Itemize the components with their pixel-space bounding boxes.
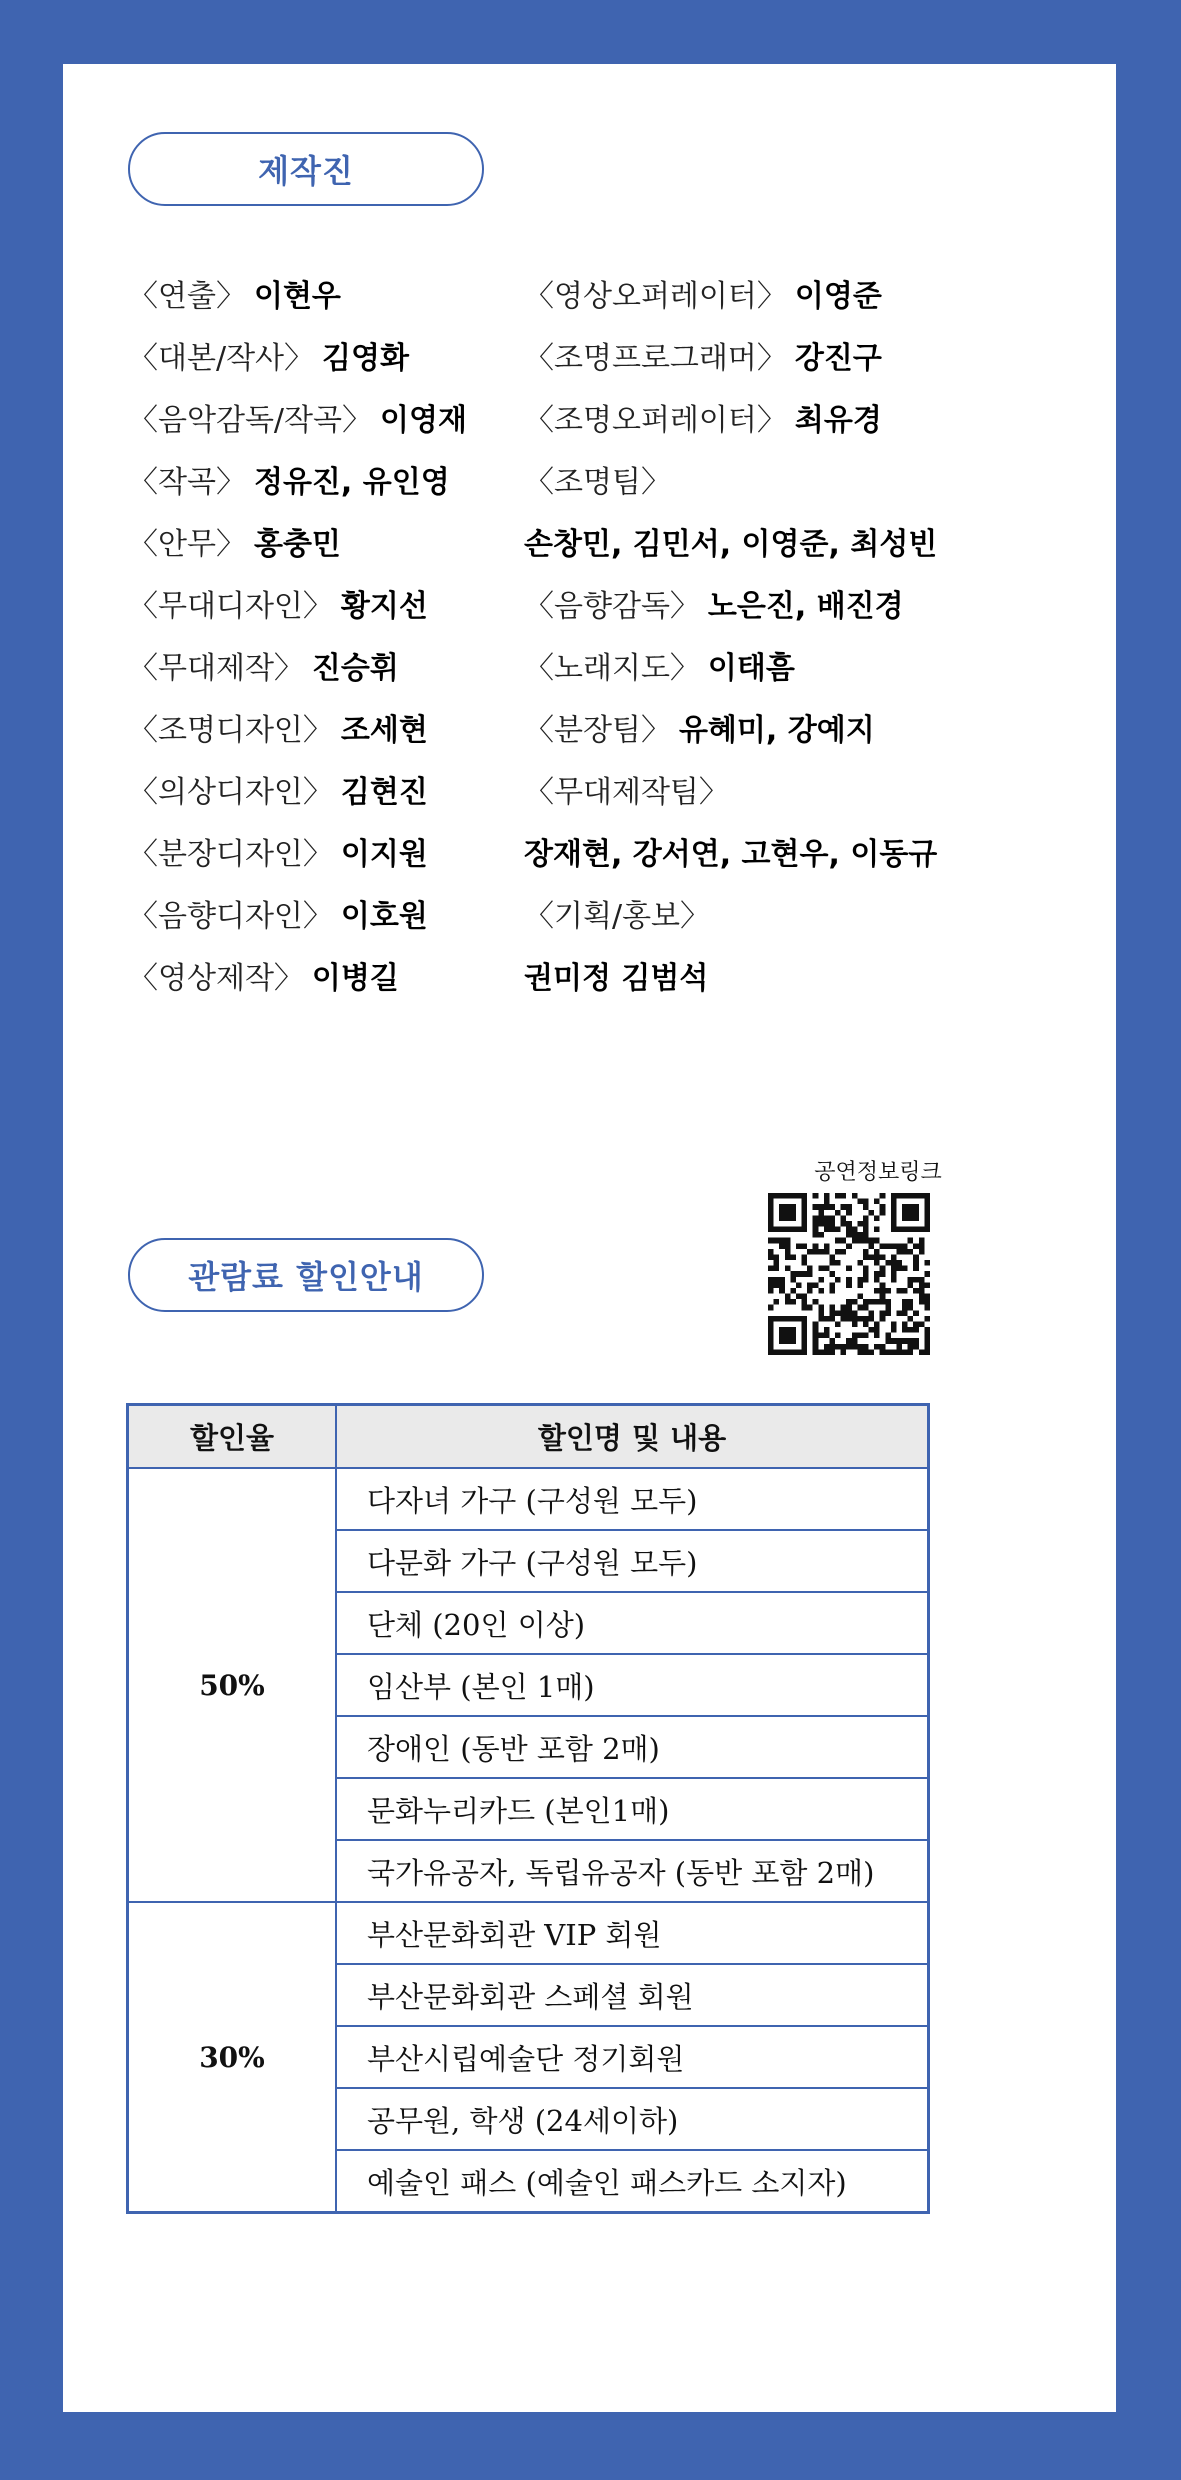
table-row <box>128 1902 929 1964</box>
credit-names: 유혜미, 강예지 <box>678 713 875 748</box>
credit-role: 〈영상제작〉 <box>128 961 304 996</box>
credit-names: 노은진, 배진경 <box>707 589 904 624</box>
credit-names: 이지원 <box>340 837 428 872</box>
credit-line <box>524 638 1004 700</box>
credit-line <box>128 514 508 576</box>
discount-item: 부산문화회관 VIP 회원 <box>336 1902 929 1964</box>
discount-item: 부산문화회관 스페셜 회원 <box>336 1964 929 2026</box>
discount-item: 문화누리카드 (본인1매) <box>336 1778 929 1840</box>
credit-line <box>128 762 508 824</box>
discount-item: 다자녀 가구 (구성원 모두) <box>336 1468 929 1530</box>
credit-line <box>524 576 1004 638</box>
discount-rate: 50% <box>128 1468 337 1902</box>
credit-role: 〈의상디자인〉 <box>128 775 333 810</box>
credits-left-column <box>128 266 508 1010</box>
credit-role: 〈분장디자인〉 <box>128 837 333 872</box>
credit-role: 〈작곡〉 <box>128 465 246 500</box>
discount-item: 장애인 (동반 포함 2매) <box>336 1716 929 1778</box>
credit-names: 장재현, 강서연, 고현우, 이동규 <box>524 837 938 872</box>
table-header-row <box>128 1405 929 1469</box>
credit-role: 〈음향감독〉 <box>524 589 700 624</box>
staff-section-title: 제작진 <box>128 132 484 206</box>
credit-line <box>128 452 508 514</box>
discount-item: 부산시립예술단 정기회원 <box>336 2026 929 2088</box>
header-description: 할인명 및 내용 <box>336 1405 929 1469</box>
credit-line <box>524 700 1004 762</box>
credit-role: 〈음악감독/작곡〉 <box>128 403 372 438</box>
credit-role: 〈조명프로그래머〉 <box>524 341 787 376</box>
credits-right-column <box>524 266 1004 1010</box>
credit-line <box>524 266 1004 328</box>
credit-role: 〈연출〉 <box>128 279 246 314</box>
credit-names: 황지선 <box>340 589 428 624</box>
credit-line <box>128 328 508 390</box>
credit-line <box>524 514 1004 576</box>
credit-names: 홍충민 <box>253 527 341 562</box>
credit-line <box>524 824 1004 886</box>
discount-table <box>126 1403 930 2214</box>
credit-role: 〈안무〉 <box>128 527 246 562</box>
credit-line <box>524 886 1004 948</box>
qr-code-icon[interactable] <box>768 1193 930 1355</box>
credit-role: 〈조명팀〉 <box>524 465 671 500</box>
discount-item: 공무원, 학생 (24세이하) <box>336 2088 929 2150</box>
credit-line <box>128 638 508 700</box>
credit-line <box>524 390 1004 452</box>
credit-role: 〈조명오퍼레이터〉 <box>524 403 787 438</box>
credit-names: 이현우 <box>253 279 341 314</box>
credit-line <box>524 762 1004 824</box>
credit-names: 권미정 김범석 <box>524 961 709 996</box>
credit-role: 〈음향디자인〉 <box>128 899 333 934</box>
credit-role: 〈조명디자인〉 <box>128 713 333 748</box>
credit-role: 〈영상오퍼레이터〉 <box>524 279 787 314</box>
credit-line <box>128 824 508 886</box>
discount-section-title: 관람료 할인안내 <box>128 1238 484 1312</box>
credit-line <box>128 886 508 948</box>
credit-role: 〈기획/홍보〉 <box>524 899 711 934</box>
discount-item: 단체 (20인 이상) <box>336 1592 929 1654</box>
credit-line <box>128 700 508 762</box>
credit-line <box>128 576 508 638</box>
credit-names: 이병길 <box>311 961 399 996</box>
credit-line <box>128 390 508 452</box>
discount-item: 국가유공자, 독립유공자 (동반 포함 2매) <box>336 1840 929 1902</box>
credit-names: 손창민, 김민서, 이영준, 최성빈 <box>524 527 938 562</box>
credit-role: 〈무대제작팀〉 <box>524 775 729 810</box>
credit-names: 김영화 <box>322 341 409 376</box>
header-rate: 할인율 <box>128 1405 337 1469</box>
credit-names: 최유경 <box>794 403 882 438</box>
credit-names: 이태흠 <box>707 651 795 686</box>
credit-role: 〈노래지도〉 <box>524 651 700 686</box>
credit-line <box>524 452 1004 514</box>
credit-names: 조세현 <box>340 713 428 748</box>
qr-label: 공연정보링크 <box>814 1160 942 1185</box>
discount-rate: 30% <box>128 1902 337 2213</box>
credit-line <box>524 948 1004 1010</box>
credit-line <box>524 328 1004 390</box>
discount-item: 다문화 가구 (구성원 모두) <box>336 1530 929 1592</box>
credit-names: 이호원 <box>340 899 428 934</box>
credit-line <box>128 266 508 328</box>
discount-item: 임산부 (본인 1매) <box>336 1654 929 1716</box>
credit-role: 〈대본/작사〉 <box>128 341 315 376</box>
credit-line <box>128 948 508 1010</box>
credit-names: 이영재 <box>380 403 467 438</box>
credit-role: 〈무대디자인〉 <box>128 589 333 624</box>
credit-names: 이영준 <box>794 279 882 314</box>
credit-role: 〈분장팀〉 <box>524 713 671 748</box>
credit-names: 강진구 <box>794 341 882 376</box>
discount-item: 예술인 패스 (예술인 패스카드 소지자) <box>336 2150 929 2213</box>
table-row <box>128 1468 929 1530</box>
credit-names: 진승휘 <box>311 651 399 686</box>
credit-names: 정유진, 유인영 <box>253 465 450 500</box>
credit-role: 〈무대제작〉 <box>128 651 304 686</box>
credit-names: 김현진 <box>340 775 428 810</box>
